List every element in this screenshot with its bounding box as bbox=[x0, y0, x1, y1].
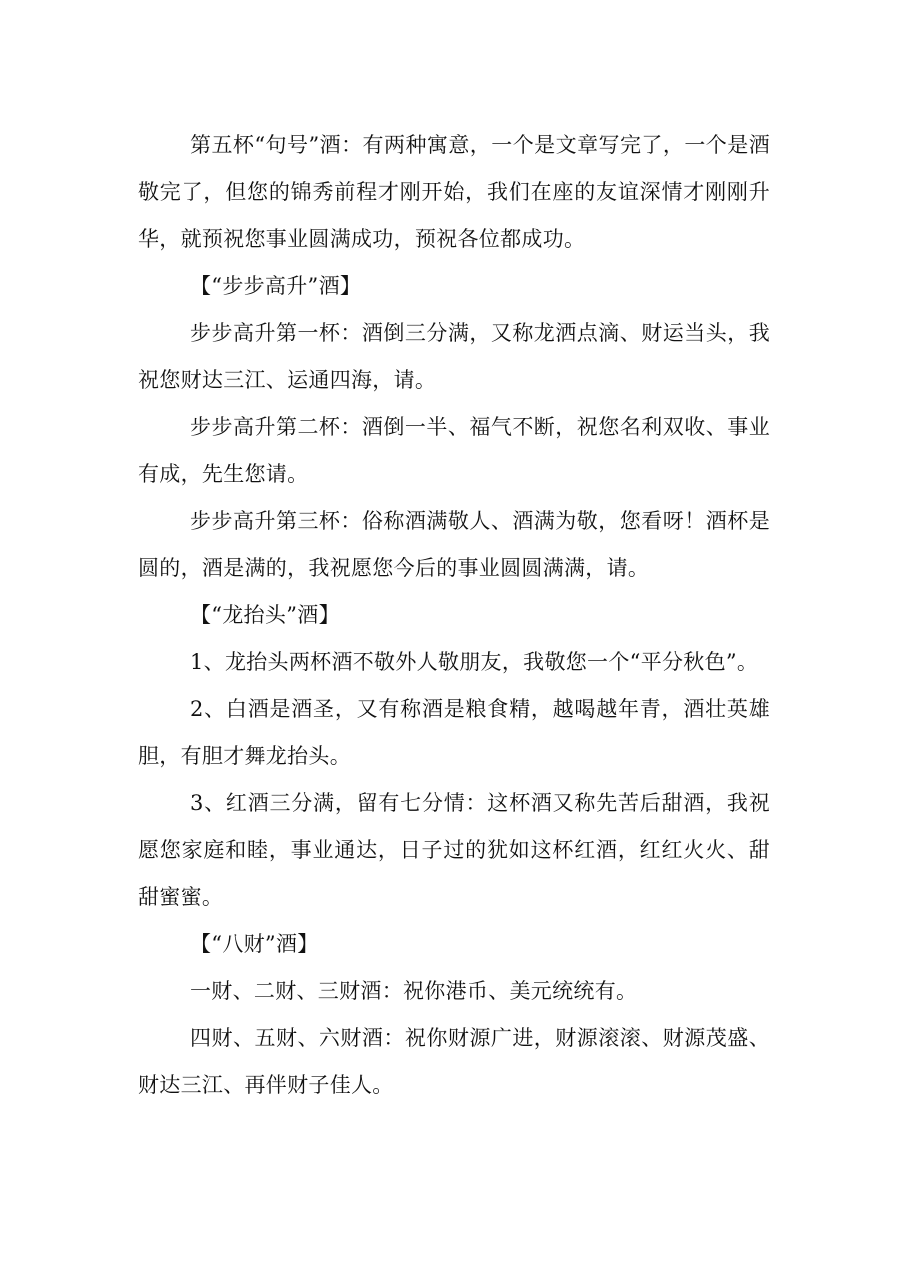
paragraph-fifth-cup: 第五杯“句号”酒：有两种寓意，一个是文章写完了，一个是酒敬完了，但您的锦秀前程才刚开始，我们在座的友谊深情才刚刚升华，就预祝您事业圆满成功，预祝各位都成功。 bbox=[138, 133, 770, 251]
paragraph-bubu-first-cup: 步步高升第一杯：酒倒三分满，又称龙洒点滴、财运当头，我祝您财达三江、运通四海，请。 bbox=[138, 321, 770, 392]
section-heading-bubu-gaosheng: 【“步步高升”酒】 bbox=[190, 274, 362, 298]
paragraph-bubu-third-cup: 步步高升第三杯：俗称酒满敬人、酒满为敬，您看呀！酒杯是圆的，酒是满的，我祝愿您今后的事业圆圆满满，请。 bbox=[138, 509, 770, 580]
section-heading-long-taitou: 【“龙抬头”酒】 bbox=[190, 603, 340, 627]
paragraph-long-taitou-1: 1、龙抬头两杯酒不敬外人敬朋友，我敬您一个“平分秋色”。 bbox=[190, 650, 759, 674]
section-heading-bacai: 【“八财”酒】 bbox=[190, 932, 319, 956]
paragraph-long-taitou-3: 3、红酒三分满，留有七分情：这杯酒又称先苦后甜酒，我祝愿您家庭和睦，事业通达，日子过的犹如这杯红酒，红红火火、甜甜蜜蜜。 bbox=[138, 791, 770, 909]
document-body bbox=[138, 122, 770, 1109]
paragraph-bacai-4-6: 四财、五财、六财酒：祝你财源广进，财源滚滚、财源茂盛、财达三江、再伴财子佳人。 bbox=[138, 1026, 770, 1097]
paragraph-bacai-1-3: 一财、二财、三财酒：祝你港币、美元统统有。 bbox=[190, 979, 638, 1003]
paragraph-bubu-second-cup: 步步高升第二杯：酒倒一半、福气不断，祝您名利双收、事业有成，先生您请。 bbox=[138, 415, 770, 486]
paragraph-long-taitou-2: 2、白酒是酒圣，又有称酒是粮食精，越喝越年青，酒壮英雄胆，有胆才舞龙抬头。 bbox=[138, 697, 770, 768]
